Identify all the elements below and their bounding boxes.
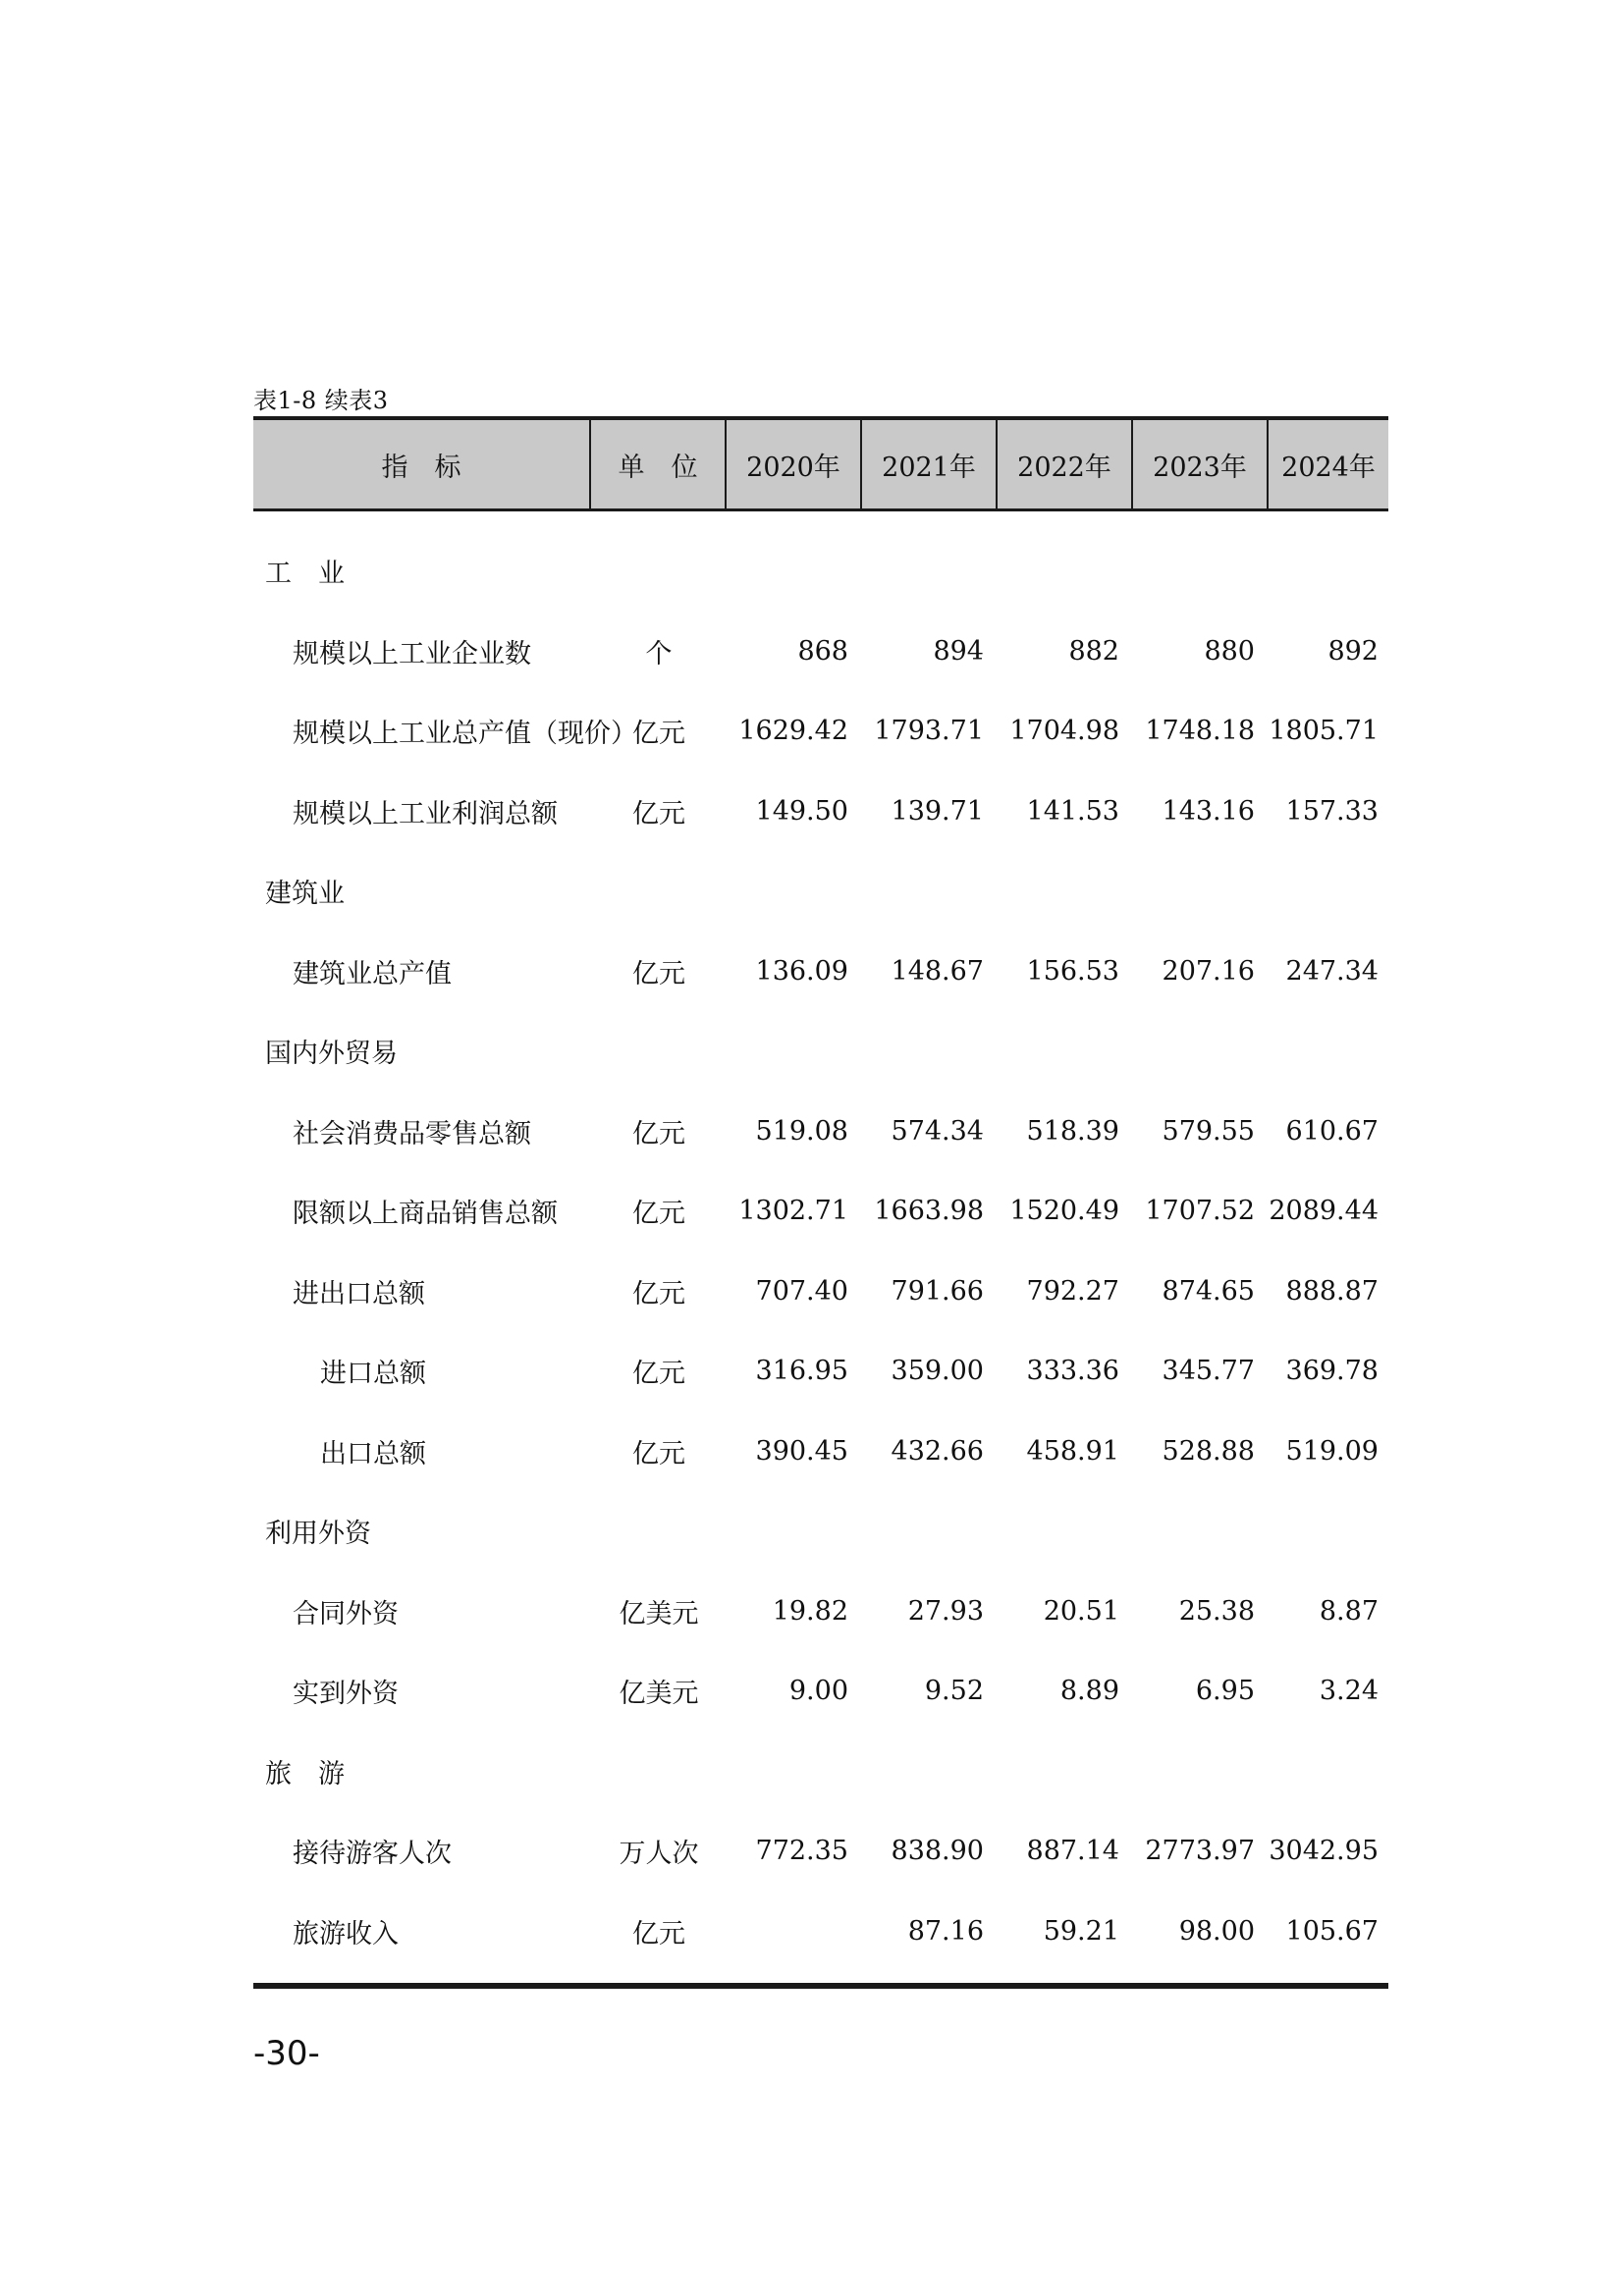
table-row — [253, 1892, 1388, 1972]
unit-cell: 亿元 — [632, 1359, 685, 1390]
value-cell-2022: 882 — [1068, 635, 1119, 667]
value-cell-2024: 1805.71 — [1269, 716, 1379, 747]
value-cell-2021: 148.67 — [891, 955, 984, 987]
indicator-label: 规模以上工业总产值（现价） — [293, 719, 637, 750]
table-caption: 表1-8 续表3 — [253, 387, 389, 414]
value-cell-2021: 27.93 — [907, 1595, 984, 1627]
value-cell-2020: 316.95 — [755, 1356, 848, 1387]
value-cell-2022: 156.53 — [1026, 955, 1119, 987]
indicator-label: 进口总额 — [320, 1359, 426, 1390]
unit-cell: 亿元 — [632, 958, 685, 989]
unit-cell: 亿元 — [632, 1438, 685, 1469]
value-cell-2021: 9.52 — [924, 1676, 984, 1707]
page-number: -30- — [253, 2034, 320, 2073]
value-cell-2020: 1302.71 — [738, 1196, 848, 1227]
section-heading: 国内外贸易 — [265, 1039, 398, 1070]
value-cell-2024: 157.33 — [1285, 795, 1379, 827]
header-year-2022: 2022年 — [998, 420, 1133, 508]
value-cell-2023: 6.95 — [1195, 1676, 1255, 1707]
indicator-label: 进出口总额 — [293, 1278, 425, 1309]
header-year-2024: 2024年 — [1281, 452, 1376, 483]
value-cell-2022: 887.14 — [1026, 1836, 1119, 1867]
value-cell-2024: 610.67 — [1285, 1115, 1379, 1147]
table-row — [253, 531, 1388, 612]
table-row — [253, 691, 1388, 772]
value-cell-2022: 20.51 — [1043, 1595, 1119, 1627]
table-row — [253, 1252, 1388, 1332]
indicator-label: 限额以上商品销售总额 — [293, 1199, 558, 1230]
value-cell-2023: 98.00 — [1178, 1915, 1255, 1947]
value-cell-2020: 1629.42 — [738, 716, 848, 747]
value-cell-2020: 136.09 — [755, 955, 848, 987]
value-cell-2020: 519.08 — [755, 1115, 848, 1147]
section-heading: 工 业 — [265, 559, 345, 590]
value-cell-2023: 2773.97 — [1145, 1836, 1255, 1867]
value-cell-2023: 880 — [1204, 635, 1255, 667]
value-cell-2022: 1704.98 — [1009, 716, 1119, 747]
value-cell-2020: 707.40 — [755, 1275, 848, 1307]
value-cell-2021: 1663.98 — [874, 1196, 984, 1227]
indicator-label: 规模以上工业企业数 — [293, 638, 531, 669]
value-cell-2021: 838.90 — [891, 1836, 984, 1867]
value-cell-2022: 59.21 — [1043, 1915, 1119, 1947]
value-cell-2023: 25.38 — [1178, 1595, 1255, 1627]
value-cell-2024: 8.87 — [1319, 1595, 1379, 1627]
unit-cell: 亿元 — [632, 1118, 685, 1149]
value-cell-2022: 458.91 — [1026, 1435, 1119, 1467]
unit-cell: 亿美元 — [619, 1598, 699, 1629]
value-cell-2023: 143.16 — [1162, 795, 1255, 827]
value-cell-2023: 207.16 — [1162, 955, 1255, 987]
value-cell-2023: 1748.18 — [1145, 716, 1255, 747]
unit-cell: 亿元 — [632, 1278, 685, 1309]
value-cell-2022: 518.39 — [1026, 1115, 1119, 1147]
table-row — [253, 1011, 1388, 1092]
indicator-label: 合同外资 — [293, 1598, 399, 1629]
table-row — [253, 932, 1388, 1012]
value-cell-2024: 3.24 — [1319, 1676, 1379, 1707]
value-cell-2023: 579.55 — [1162, 1115, 1255, 1147]
header-indicator: 指 标 — [253, 420, 591, 508]
value-cell-2020: 149.50 — [755, 795, 848, 827]
indicator-label: 规模以上工业利润总额 — [293, 798, 558, 829]
value-cell-2024: 105.67 — [1285, 1915, 1379, 1947]
value-cell-2021: 791.66 — [891, 1275, 984, 1307]
value-cell-2024: 3042.95 — [1269, 1836, 1379, 1867]
table-body — [253, 511, 1388, 1971]
value-cell-2021: 139.71 — [891, 795, 984, 827]
value-cell-2022: 1520.49 — [1009, 1196, 1119, 1227]
value-cell-2021: 574.34 — [891, 1115, 984, 1147]
table-row — [253, 1651, 1388, 1732]
unit-cell: 亿元 — [632, 1918, 685, 1949]
value-cell-2022: 792.27 — [1026, 1275, 1119, 1307]
value-cell-2024: 247.34 — [1285, 955, 1379, 987]
table-row — [253, 1331, 1388, 1412]
value-cell-2021: 894 — [933, 635, 984, 667]
value-cell-2024: 888.87 — [1285, 1275, 1379, 1307]
table-row — [253, 1412, 1388, 1492]
section-heading: 建筑业 — [265, 879, 345, 910]
value-cell-2021: 1793.71 — [874, 716, 984, 747]
table-row — [253, 1572, 1388, 1652]
unit-cell: 亿美元 — [619, 1679, 699, 1710]
table-header — [253, 420, 1388, 511]
value-cell-2024: 2089.44 — [1269, 1196, 1379, 1227]
value-cell-2023: 1707.52 — [1145, 1196, 1255, 1227]
table-row — [253, 612, 1388, 692]
statistics-table — [253, 416, 1388, 1989]
value-cell-2020: 390.45 — [755, 1435, 848, 1467]
value-cell-2023: 874.65 — [1162, 1275, 1255, 1307]
table-row — [253, 772, 1388, 852]
value-cell-2024: 892 — [1327, 635, 1379, 667]
value-cell-2022: 333.36 — [1026, 1356, 1119, 1387]
indicator-label: 旅游收入 — [293, 1918, 399, 1949]
table-bottom-rule — [253, 1983, 1388, 1989]
value-cell-2022: 8.89 — [1059, 1676, 1119, 1707]
value-cell-2023: 528.88 — [1162, 1435, 1255, 1467]
table-row — [253, 1491, 1388, 1572]
indicator-label: 实到外资 — [293, 1679, 399, 1710]
unit-cell: 亿元 — [632, 719, 685, 750]
value-cell-2021: 359.00 — [891, 1356, 984, 1387]
value-cell-2021: 87.16 — [907, 1915, 984, 1947]
table-row — [253, 1092, 1388, 1172]
unit-cell: 亿元 — [632, 1199, 685, 1230]
value-cell-2020: 9.00 — [788, 1676, 848, 1707]
unit-cell: 万人次 — [619, 1839, 699, 1870]
value-cell-2023: 345.77 — [1162, 1356, 1255, 1387]
section-heading: 旅 游 — [265, 1758, 345, 1789]
value-cell-2022: 141.53 — [1026, 795, 1119, 827]
value-cell-2020: 772.35 — [755, 1836, 848, 1867]
indicator-label: 接待游客人次 — [293, 1839, 452, 1870]
table-row — [253, 1171, 1388, 1252]
value-cell-2024: 519.09 — [1285, 1435, 1379, 1467]
table-row — [253, 1811, 1388, 1892]
indicator-label: 建筑业总产值 — [293, 958, 452, 989]
value-cell-2024: 369.78 — [1285, 1356, 1379, 1387]
value-cell-2020: 868 — [797, 635, 848, 667]
indicator-label: 出口总额 — [320, 1438, 426, 1469]
value-cell-2020: 19.82 — [772, 1595, 848, 1627]
header-unit: 单 位 — [591, 420, 727, 508]
table-row — [253, 1732, 1388, 1812]
indicator-label: 社会消费品零售总额 — [293, 1118, 531, 1149]
header-year-2020: 2020年 — [727, 420, 862, 508]
section-heading: 利用外资 — [265, 1519, 371, 1550]
unit-cell: 亿元 — [632, 798, 685, 829]
table-row — [253, 851, 1388, 932]
header-year-2021: 2021年 — [862, 420, 998, 508]
unit-cell: 个 — [645, 638, 673, 669]
value-cell-2021: 432.66 — [891, 1435, 984, 1467]
header-year-2023: 2023年 — [1133, 420, 1269, 508]
